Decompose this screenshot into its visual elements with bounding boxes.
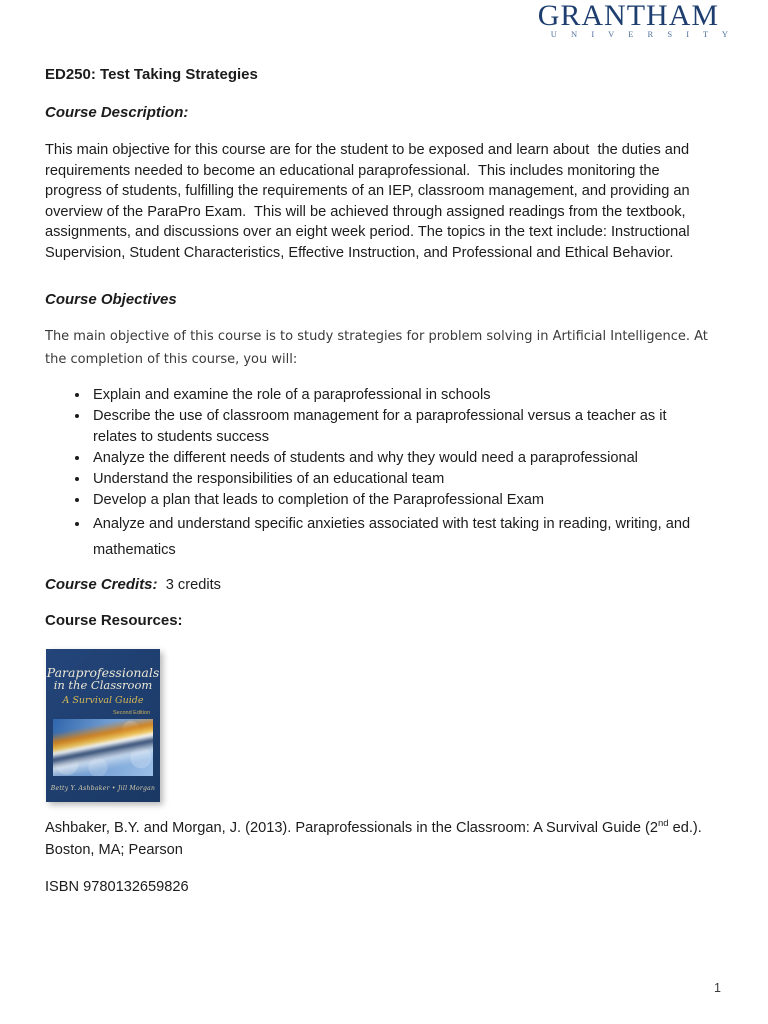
course-objectives-intro: The main objective of this course is to study strategies for problem solving in Artificial Intelligence. At the completion of this course, you will: [45, 329, 708, 367]
course-title: ED250: Test Taking Strategies [45, 66, 258, 83]
textbook-cover-image [46, 649, 160, 802]
citation-text: Ashbaker, B.Y. and Morgan, J. (2013). Paraprofessionals in the Classroom: A Survival Guide (2 [45, 820, 658, 836]
logo-subtitle: U N I V E R S I T Y [550, 29, 734, 39]
book-title-line2: in the Classroom [53, 678, 153, 692]
course-description-paragraph: This main objective for this course are for the student to be exposed and learn about the duties and requirements needed to become an educational paraprofessional. This includes monitoring the progress of students, fulfilling the requirements of an IEP, classroom management, and providing an overview of the ParaPro Exam. This will be achieved through assigned readings from the textbook, assignments, and discussions over an eight week period. The topics in the text include: Instructional Supervision, Student Characteristics, Effective Instruction, and Professional and Ethical Behavior. [45, 142, 694, 261]
university-logo [523, 0, 734, 39]
objective-item: • Explain and examine the role of a paraprofessional in schools [90, 385, 705, 406]
objective-item: • Understand the responsibilities of an educational team [90, 469, 705, 490]
book-authors: Betty Y. Ashbaker • Jill Morgan [50, 785, 156, 792]
objective-item: • Describe the use of classroom management for a paraprofessional versus a teacher as it relates to students success [90, 406, 705, 447]
course-objectives-heading: Course Objectives [45, 291, 177, 308]
objective-item: • Analyze and understand specific anxieties associated with test taking in reading, writing, and mathematics [90, 511, 705, 563]
course-credits-heading: Course Credits: [45, 576, 158, 593]
course-objectives-list [45, 385, 705, 564]
book-title-line1: Paraprofessionals [46, 665, 160, 680]
page-number: 1 [714, 981, 721, 995]
book-citation [45, 818, 737, 861]
objective-item: • Develop a plan that leads to completion of the Paraprofessional Exam [90, 490, 705, 511]
book-edition: Second Edition [113, 710, 150, 716]
book-subtitle: A Survival Guide [62, 695, 144, 706]
isbn-text: ISBN 9780132659826 [45, 879, 189, 895]
course-description-heading: Course Description: [45, 104, 189, 121]
course-credits-line [45, 576, 221, 593]
citation-text-continued: ed.). Boston, MA; Pearson [45, 820, 702, 858]
logo-wordmark: GRANTHAM [537, 0, 720, 32]
course-resources-heading: Course Resources: [45, 612, 183, 629]
course-credits-value: 3 credits [165, 577, 221, 593]
citation-ordinal-superscript: nd [658, 818, 669, 830]
objective-item: • Analyze the different needs of students and why they would need a paraprofessional [90, 448, 705, 469]
book-cover-artwork [53, 719, 153, 776]
